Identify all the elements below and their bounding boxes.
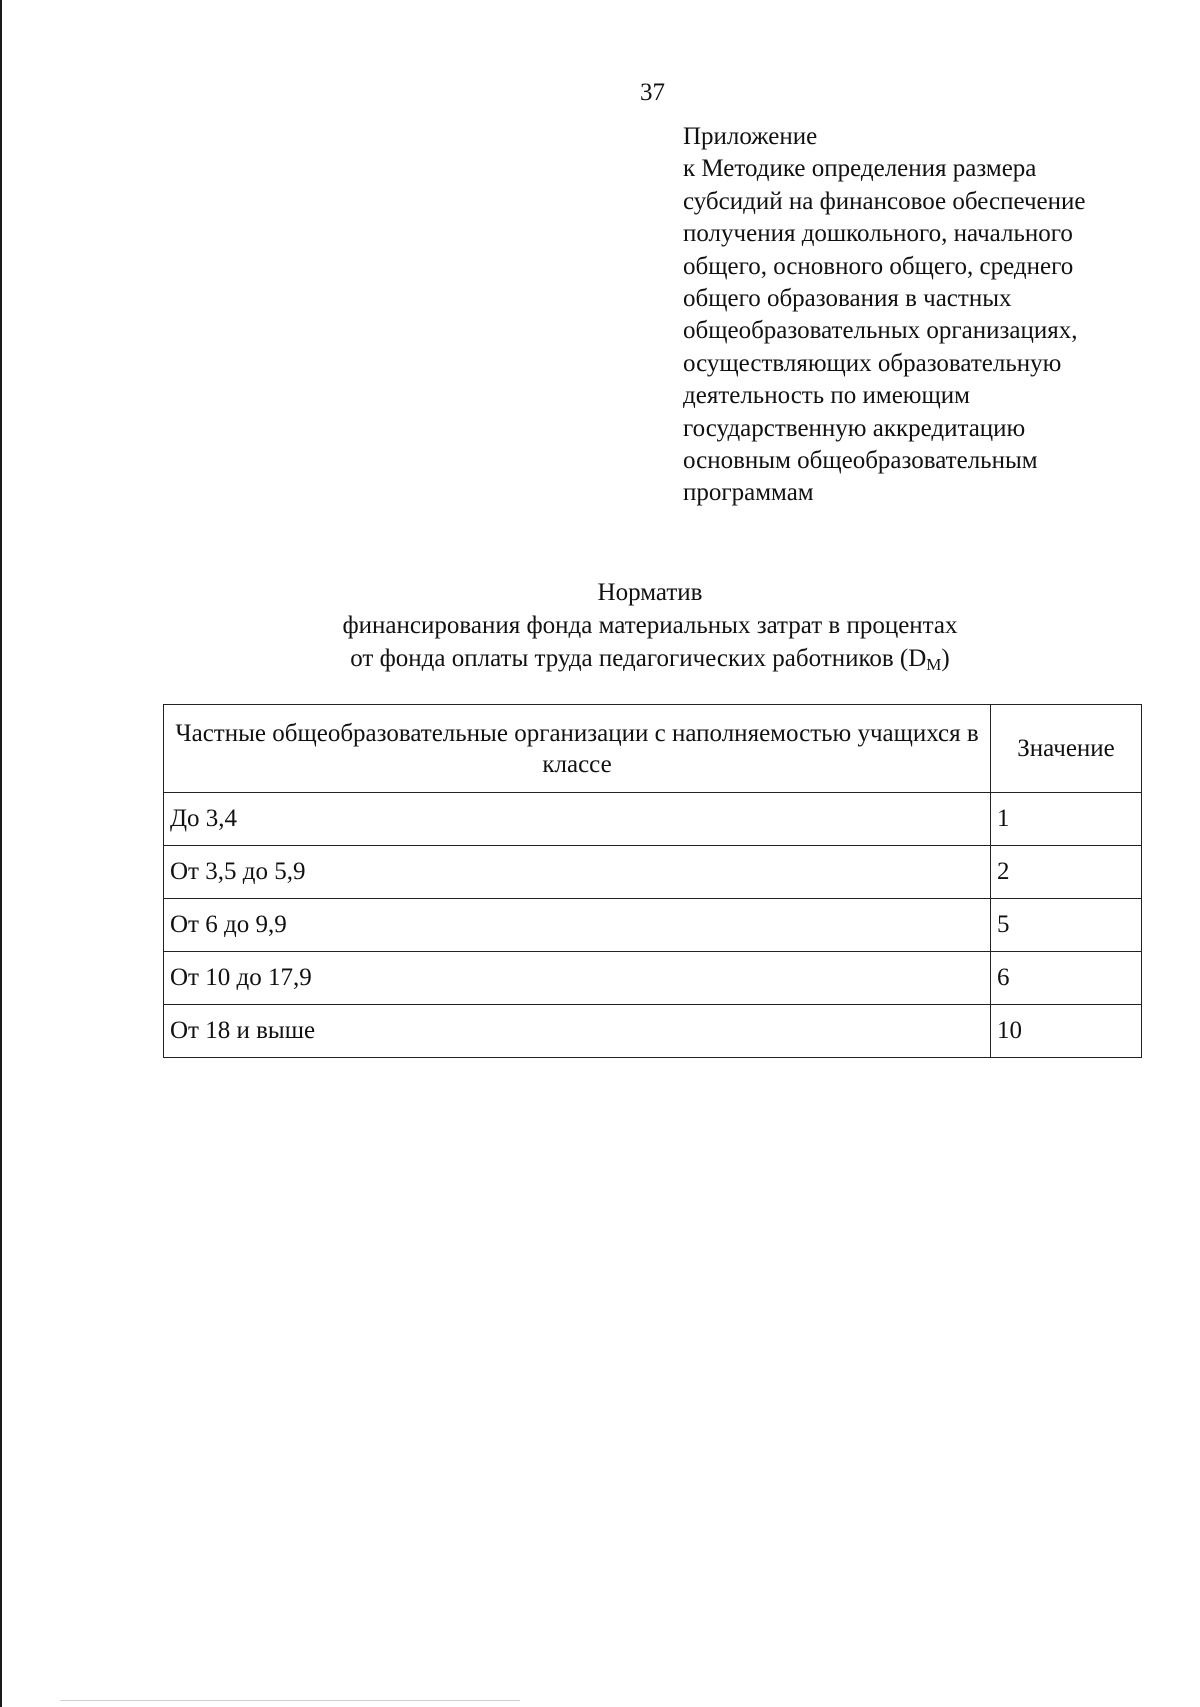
appendix-line: к Методике определения размера <box>683 155 1037 183</box>
cell-value: 2 <box>991 846 1142 899</box>
appendix-line: осуществляющих образовательную <box>683 349 1062 377</box>
appendix-line: основным общеобразовательным <box>683 447 1038 475</box>
cell-range: От 3,5 до 5,9 <box>164 846 991 899</box>
appendix-line: общего, основного общего, среднего <box>683 252 1074 280</box>
appendix-line: общего образования в частных <box>683 285 1012 313</box>
cell-value: 5 <box>991 899 1142 952</box>
table-header-row <box>164 705 1142 793</box>
heading-subscript: M <box>926 655 942 674</box>
heading-line3-text: от фонда оплаты труда педагогических работников (D <box>350 645 927 672</box>
cell-range: От 10 до 17,9 <box>164 952 991 1005</box>
scan-edge <box>0 0 2 1707</box>
appendix-line: субсидий на финансовое обеспечение <box>683 187 1086 215</box>
table-row <box>164 899 1142 952</box>
appendix-line: общеобразовательных организациях, <box>683 317 1078 345</box>
page-number: 37 <box>640 79 665 106</box>
document-heading <box>150 576 1150 681</box>
heading-subtitle: финансирования фонда материальных затрат в процентах <box>342 612 958 639</box>
cell-value: 10 <box>991 1005 1142 1058</box>
heading-subtitle-2 <box>150 642 1150 681</box>
heading-line3-close: ) <box>941 645 950 672</box>
appendix-line: деятельность по имеющим <box>683 382 970 410</box>
column-header-value: Значение <box>991 705 1142 793</box>
scan-artifact <box>60 1700 520 1701</box>
cell-range: От 6 до 9,9 <box>164 899 991 952</box>
appendix-line: получения дошкольного, начального <box>683 220 1073 248</box>
table-row <box>164 846 1142 899</box>
appendix-line: государственную аккредитацию <box>683 414 1026 442</box>
appendix-line: программам <box>683 479 814 507</box>
appendix-line: Приложение <box>683 123 818 150</box>
cell-range: От 18 и выше <box>164 1005 991 1058</box>
appendix-note <box>683 121 1183 510</box>
cell-value: 6 <box>991 952 1142 1005</box>
norm-table <box>163 704 1142 1058</box>
column-header-organizations: Частные общеобразовательные организации с наполняемостью учащихся в классе <box>164 705 991 793</box>
table-row <box>164 1005 1142 1058</box>
heading-title: Норматив <box>597 579 703 606</box>
cell-range: До 3,4 <box>164 793 991 846</box>
table-row <box>164 952 1142 1005</box>
cell-value: 1 <box>991 793 1142 846</box>
table-row <box>164 793 1142 846</box>
